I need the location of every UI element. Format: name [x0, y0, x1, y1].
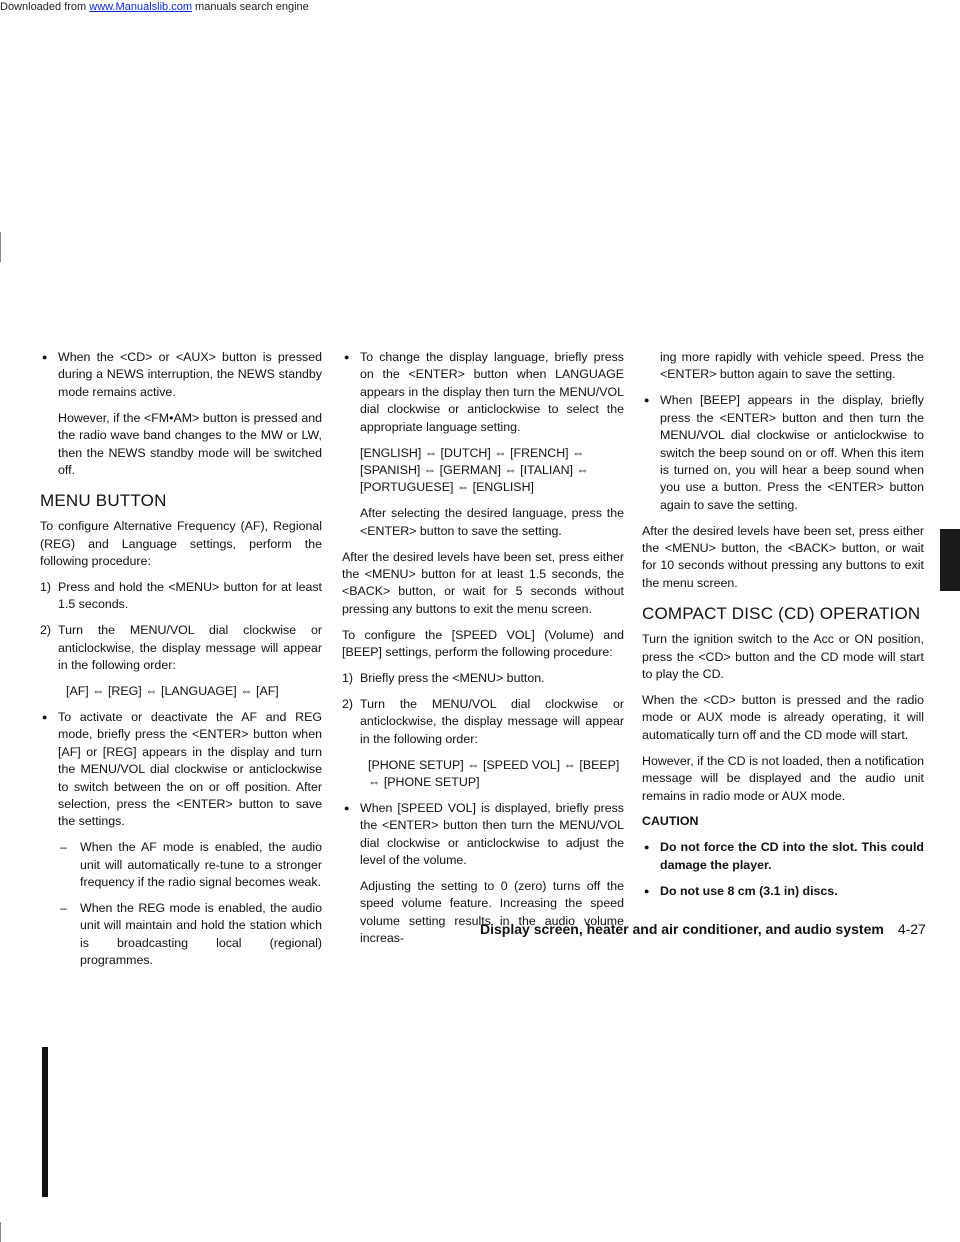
dash-reg-mode — [40, 900, 322, 970]
chapter-tab — [940, 529, 960, 591]
column-left — [40, 349, 322, 978]
dash-text: When the AF mode is enabled, the audio unit will automatically re-tune to a stronger frequency if the radio signal becomes weak. — [80, 840, 322, 890]
dash-mark: – — [60, 840, 67, 855]
heading-menu-button: MENU BUTTON — [40, 491, 167, 511]
bullet-speed-vol: ● When [SPEED VOL] is displayed, briefly press the <ENTER> button then turn the MENU/VOL dial clockwise or anticlockwise to adjust the level of the volume. — [342, 800, 624, 870]
download-banner — [0, 0, 960, 14]
order-phone-setup: [PHONE SETUP] ⇔ [SPEED VOL] ⇔ [BEEP] ⇔ [PHONE SETUP] — [368, 757, 620, 790]
heading-cd-operation: COMPACT DISC (CD) OPERATION — [642, 604, 921, 624]
step-number: 2) — [342, 696, 354, 711]
caution-8cm: ● Do not use 8 cm (3.1 in) discs. — [642, 883, 924, 900]
order-languages: [ENGLISH] ⇔ [DUTCH] ⇔ [FRENCH] ⇔ [SPANISH] ⇔ [GERMAN] ⇔ [ITALIAN] ⇔ [PORTUGUESE] ⇔ [ENGLISH] — [360, 445, 589, 495]
step-number: 1) — [40, 580, 52, 595]
step-text: Briefly press the <MENU> button. — [360, 671, 545, 685]
step-text: Press and hold the <MENU> button for at least 1.5 seconds. — [58, 580, 322, 612]
caution-label: CAUTION — [642, 814, 699, 829]
banner-prefix: Downloaded from — [0, 1, 90, 13]
step-2 — [40, 622, 322, 674]
paragraph-menu-intro: To configure Alternative Frequency (AF), Regional (REG) and Language settings, perform the following procedure: — [40, 519, 322, 569]
paragraph-band-change: However, if the <FM•AM> button is pressed and the radio wave band changes to the MW or LW, then the NEWS standby mode will be switched off. — [58, 410, 322, 477]
step-1 — [342, 670, 624, 687]
step-2 — [342, 696, 624, 748]
step-text: Turn the MENU/VOL dial clockwise or anticlockwise, the display message will appear in the following order: — [58, 623, 322, 673]
column-right — [642, 349, 924, 909]
order-af-reg: [AF] ⇔ [REG] ⇔ [LANGUAGE] ⇔ [AF] — [66, 684, 279, 699]
step-1 — [40, 579, 322, 614]
step-text: Turn the MENU/VOL dial clockwise or anticlockwise, the display message will appear in the following order: — [360, 696, 624, 746]
bullet-news-standby: ● When the <CD> or <AUX> button is pressed during a NEWS interruption, the NEWS standby mode remains active. — [40, 349, 322, 401]
page-number: 4-27 — [897, 921, 926, 937]
crop-mark — [0, 1222, 1, 1242]
caution-force: ● Do not force the CD into the slot. This could damage the player. — [642, 839, 924, 874]
bullet-language: ● To change the display language, briefly press on the <ENTER> button when LANGUAGE appears in the display then turn the MENU/VOL dial clockwise or anticlockwise to select the appropriate language setting. — [342, 349, 624, 436]
paragraph-speed-intro: To configure the [SPEED VOL] (Volume) and [BEEP] settings, perform the following procedure: — [342, 627, 624, 660]
margin-bar — [42, 1047, 48, 1197]
paragraph-speed-adjust: Adjusting the setting to 0 (zero) turns off the speed volume feature. Increasing the speed volume setting results in the audio volume increas- — [360, 879, 624, 946]
paragraph-continued: ing more rapidly with vehicle speed. Press the <ENTER> button again to save the setting. — [660, 350, 924, 382]
bullet-beep: ● When [BEEP] appears in the display, briefly press the <ENTER> button and then turn the MENU/VOL dial clockwise or anticlockwise to switch the beep sound on or off. When this item is turned on, you will hear a beep sound when you use a button. Press the <ENTER> button again to save the setting. — [642, 392, 924, 514]
dash-mark: – — [60, 901, 67, 916]
column-middle — [342, 349, 624, 956]
paragraph-exit-menu: After the desired levels have been set, press either the <MENU> button, the <BACK> button, or wait for 10 seconds without pressing any buttons to exit the menu screen. — [642, 523, 924, 590]
paragraph-cd-start: Turn the ignition switch to the Acc or ON position, press the <CD> button and the CD mode will start to play the CD. — [642, 632, 924, 682]
paragraph-cd-notloaded: However, if the CD is not loaded, then a notification message will be displayed and the audio unit remains in radio mode or AUX mode. — [642, 753, 924, 803]
step-number: 1) — [342, 671, 354, 685]
footer-title: Display screen, heater and air conditioner, and audio system — [480, 921, 884, 937]
page-footer — [480, 921, 926, 937]
paragraph-exit-menu: After the desired levels have been set, press either the <MENU> button for at least 1.5 seconds, the <BACK> button, or wait for 5 seconds without pressing any buttons to exit the menu screen. — [342, 549, 624, 616]
crop-mark — [0, 232, 1, 262]
paragraph-cd-switch: When the <CD> button is pressed and the radio mode or AUX mode is already operating, it will automatically turn off and the CD mode will start. — [642, 693, 924, 742]
banner-suffix: manuals search engine — [191, 1, 309, 13]
dash-af-mode — [40, 839, 322, 891]
step-number: 2) — [40, 623, 52, 638]
dash-text: When the REG mode is enabled, the audio unit will maintain and hold the station which is broadcasting local (regional) programmes. — [80, 901, 322, 968]
bullet-af-reg: ● To activate or deactivate the AF and REG mode, briefly press the <ENTER> button when [AF] or [REG] appears in the display and turn the MENU/VOL dial clockwise or anticlockwise to switch between the on or off position. After selection, press the <ENTER> button to save the settings. — [40, 709, 322, 831]
manualslib-link[interactable]: www.Manualslib.com — [89, 1, 192, 13]
paragraph-save-language: After selecting the desired language, press the <ENTER> button to save the setting. — [360, 506, 624, 538]
